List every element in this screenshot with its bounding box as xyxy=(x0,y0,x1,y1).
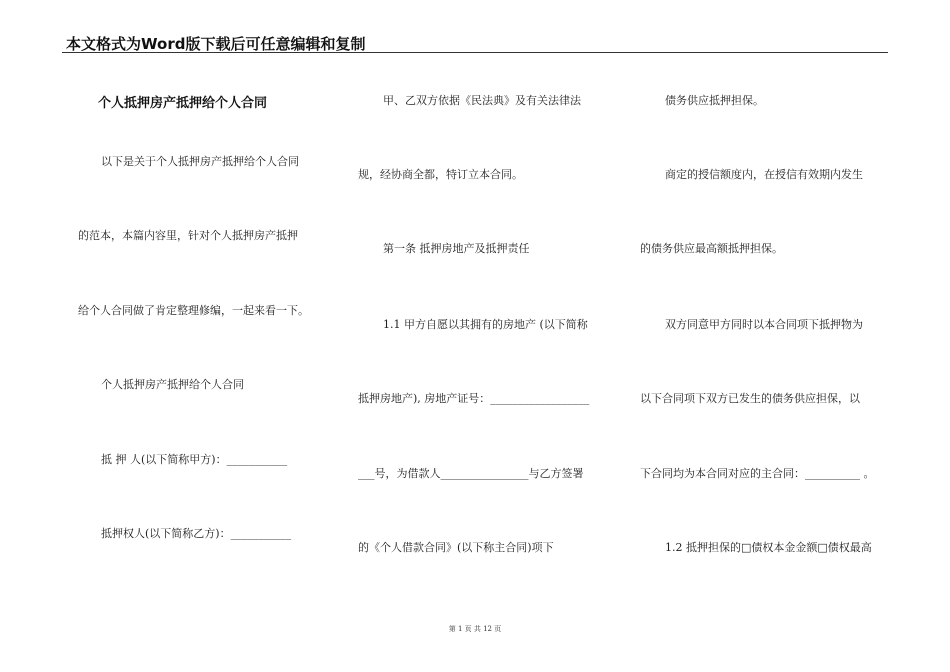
col3-line-3: 的债务供应最高额抵押担保。 xyxy=(640,242,783,255)
col2-line-1: 甲、乙双方依据《民法典》及有关法律法 xyxy=(383,94,581,107)
col2-line-3: 第一条 抵押房地产及抵押责任 xyxy=(383,242,530,255)
col3-line-6: 下合同均为本合同对应的主合同：__________ 。 xyxy=(640,467,875,480)
page-footer: 第 1 页 共 12 页 xyxy=(448,625,502,633)
col1-line-6: 抵押权人(以下简称乙方)：___________ xyxy=(101,527,292,540)
col1-line-4: 个人抵押房产抵押给个人合同 xyxy=(101,378,244,391)
col1-line-1: 以下是关于个人抵押房产抵押给个人合同 xyxy=(101,155,299,168)
col2-line-2: 规，经协商全都，特订立本合同。 xyxy=(358,168,523,181)
col3-line-2: 商定的授信额度内，在授信有效期内发生 xyxy=(665,168,863,181)
col3-line-1: 债务供应抵押担保。 xyxy=(665,94,764,107)
header-title: 本文格式为Word版下载后可任意编辑和复制 xyxy=(66,35,366,53)
col2-line-7: 的《个人借款合同》(以下称主合同)项下 xyxy=(358,541,554,554)
col3-line-5: 以下合同项下双方已发生的债务供应担保，以 xyxy=(640,392,860,405)
col2-line-6: ___号，为借款人________________与乙方签署 xyxy=(358,467,584,480)
col2-line-5: 抵押房地产), 房地产证号：__________________ xyxy=(358,392,590,405)
col2-line-4: 1.1 甲方自愿以其拥有的房地产 (以下简称 xyxy=(383,318,588,331)
col1-line-3: 给个人合同做了肯定整理修编，一起来看一下。 xyxy=(78,304,309,317)
col3-line-4: 双方同意甲方同时以本合同项下抵押物为 xyxy=(665,318,863,331)
col1-line-2: 的范本，本篇内容里，针对个人抵押房产抵押 xyxy=(78,229,298,242)
col1-line-5: 抵 押 人(以下简称甲方)：___________ xyxy=(101,453,288,466)
header-rule xyxy=(62,52,888,53)
col3-line-7: 1.2 抵押担保的□债权本金金额□债权最高 xyxy=(665,541,872,554)
document-title: 个人抵押房产抵押给个人合同 xyxy=(98,96,268,111)
